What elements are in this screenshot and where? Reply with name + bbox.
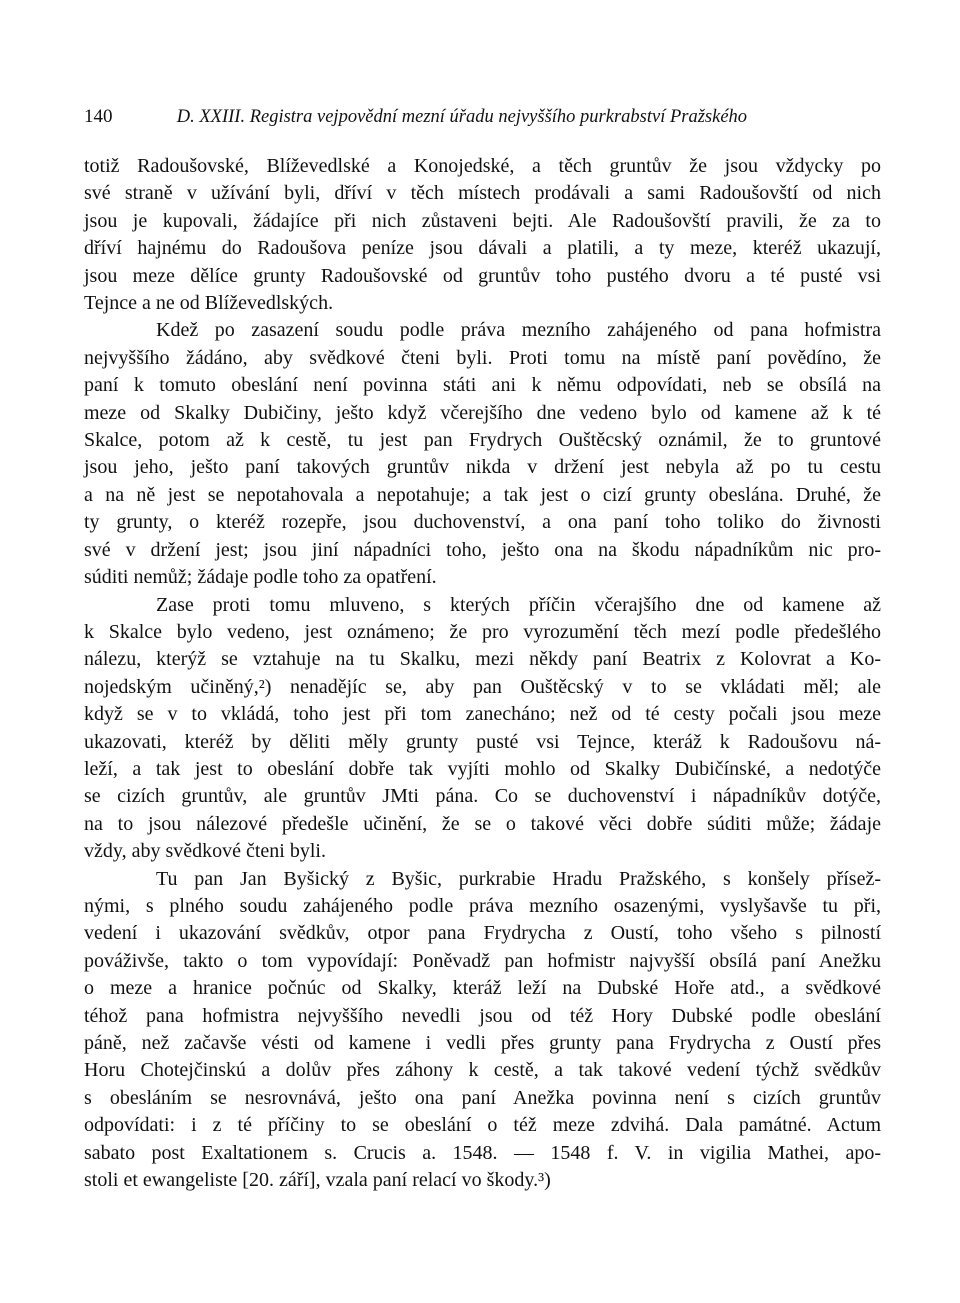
text-line: Zase proti tomu mluveno, s kterých příčin včerajšího dne od kamene až (156, 593, 881, 616)
text-line: své v držení jest; jsou jiní nápadníci toho, ješto ona na škodu nápadníkům nic pro- (84, 538, 881, 561)
paragraph (84, 592, 881, 866)
text-line: a na ně jest se nepotahovala a nepotahuje; a tak jest o cizí grunty obeslána. Druhé, že (84, 483, 881, 506)
text-line: totiž Radoušovské, Blíževedlské a Konojedské, a těch gruntův že jsou vždycky po (84, 155, 881, 177)
text-line: leží, a tak jest to obeslání dobře tak vyjíti mohlo od Skalky Dubičínské, a nedotýče (84, 757, 881, 780)
text-line: s obesláním se nesrovnává, ješto ona paní Anežka povinna není s cizích gruntův (84, 1086, 881, 1109)
text-line: odpovídati: i z té příčiny to se obeslání o též meze zdvihá. Dala památné. Actum (84, 1114, 881, 1137)
text-line: nojedským učiněný,²) nenadějíc se, aby pan Ouštěcský v to se vkládati měl; ale (84, 675, 881, 698)
text-line: páně, než začavše vésti od kamene i vedli přes grunty pana Frydrycha z Oustí přes (84, 1032, 881, 1054)
page-number: 140 (84, 106, 113, 127)
text-line: jsou jeho, ješto paní takových gruntův nikda v držení jest nebyla až po tu cestu (84, 456, 881, 479)
text-line: o meze a hranice počnúc od Skalky, kteráž leží na Dubské Hoře atd., a svědkové (84, 977, 881, 1000)
text-line: Tu pan Jan Byšický z Byšic, purkrabie Hradu Pražského, s konšely přísež- (156, 867, 881, 890)
text-line: nejvyššího žádáno, aby svědkové čteni byli. Proti tomu na místě paní povědíno, že (84, 346, 881, 369)
text-line: nálezu, kterýž se vztahuje na tu Skalku, mezi někdy paní Beatrix z Kolovrat a Ko- (84, 648, 881, 671)
text-line: ty grunty, o kteréž rozepře, jsou duchovenství, a ona paní toho toliko do živnosti (84, 511, 881, 534)
paragraph (84, 153, 881, 317)
text-line: jsou je kupovali, žádajíce při nich zůstaveni bejti. Ale Radoušovští pravili, že za to (84, 209, 881, 232)
text-line: súditi nemůž; žádaje podle toho za opatření. (84, 566, 437, 589)
text-line: vedení i ukazování svědkův, otpor pana Frydrycha z Oustí, toho všeho s pilností (84, 922, 881, 945)
page-header (84, 104, 884, 130)
body-text (84, 153, 881, 1194)
paragraph (84, 866, 881, 1195)
text-line: dříví hajnému do Radoušova peníze jsou dávali a platili, a ty meze, kteréž ukazují, (84, 237, 881, 260)
text-line: vždy, aby svědkové čteni byli. (84, 840, 326, 863)
text-line: meze od Skalky Dubičiny, ješto když včerejšího dne vedeno bylo od kamene až k té (84, 401, 881, 424)
text-line: pováživše, takto o tom vypovídají: Poněvadž pan hofmistr najvyšší obsílá paní Anežku (84, 949, 881, 972)
text-line: své straně v užívání byli, dříví v těch místech prodávali a sami Radoušovští od nich (84, 182, 881, 205)
text-line: stoli et ewangeliste [20. září], vzala paní relací vo škody.³) (84, 1169, 551, 1192)
text-line: k Skalce bylo vedeno, jest oznámeno; že pro vyrozumění těch mezí podle předešlého (84, 620, 881, 643)
text-line: paní k tomuto obeslání není povinna státi ani k němu odpovídati, neb se obsílá na (84, 374, 881, 397)
text-line: téhož pana hofmistra nejvyššího nevedli jsou od též Hory Dubské podle obeslání (84, 1004, 881, 1027)
text-line: když se v to vkládá, toho jest při tom zanecháno; než od té cesty počali jsou meze (84, 703, 881, 726)
paragraph (84, 317, 881, 591)
text-line: ukazovati, kteréž by děliti měly grunty pusté vsi Tejnce, kteráž k Radoušovu ná- (84, 730, 881, 753)
text-line: nými, s plného soudu zahájeného podle práva mezního osazenými, vyslyšavše tu při, (84, 894, 881, 917)
text-line: na to jsou nálezové předešle učinění, že se o takové věci dobře súditi může; žádaje (84, 812, 881, 835)
text-line: Skalce, potom až k cestě, tu jest pan Frydrych Ouštěcský oznámil, že to gruntové (84, 429, 881, 452)
text-line: Kdež po zasazení soudu podle práva mezního zahájeného od pana hofmistra (156, 319, 881, 342)
text-line: jsou meze dělíce grunty Radoušovské od gruntův toho pustého dvoru a té pusté vsi (84, 264, 881, 287)
text-line: se cizích gruntův, ale gruntův JMti pána. Co se duchovenství i nápadníkův dotýče, (84, 785, 881, 808)
text-line: sabato post Exaltationem s. Crucis a. 1548. — 1548 f. V. in vigilia Mathei, apo- (84, 1141, 881, 1164)
running-title: D. XXIII. Registra vejpovědní mezní úřadu nejvyššího purkrabství Pražského (176, 107, 748, 127)
text-line: Tejnce a ne od Blíževedlských. (84, 292, 334, 315)
text-line: Horu Chotejčinskú a dolův přes záhony k cestě, a tak takové vedení týchž svědkův (84, 1059, 881, 1082)
